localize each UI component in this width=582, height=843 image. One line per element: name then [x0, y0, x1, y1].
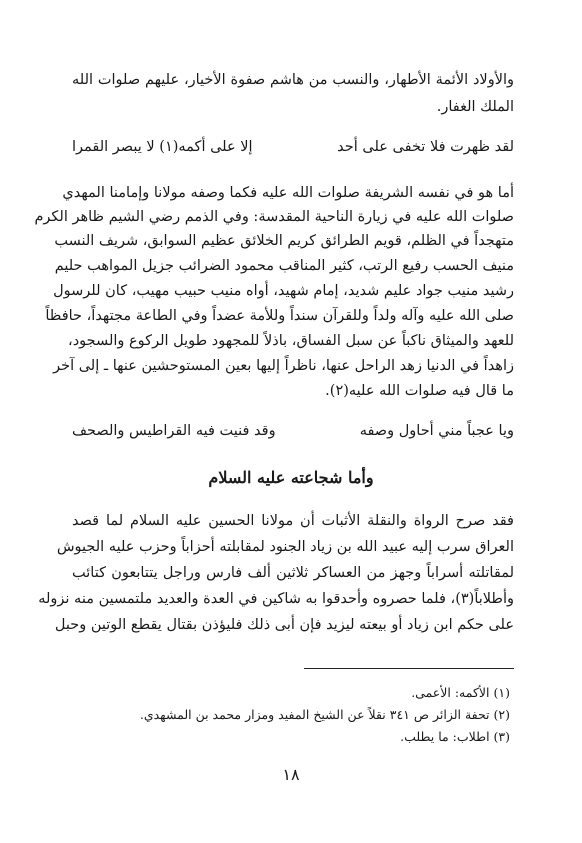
paragraph-line: أما هو في نفسه الشريفة صلوات الله عليه فكما وصفه مولانا وإمامنا المهدي	[62, 185, 514, 201]
paragraph-line: لمقاتلته أسراباً وجهز من العساكر ثلاثين ألف فارس وراجل يتتابعون كتائب	[72, 565, 514, 581]
footnote: (١) الأكمه: الأعمى.	[411, 685, 510, 700]
section-heading: وأما شجاعته عليه السلام	[208, 468, 374, 487]
paragraph-line: الملك الغفار.	[436, 99, 514, 115]
paragraph-line: فقد صرح الرواة والنقلة الأثبات أن مولانا الحسين عليه السلام لما قصد	[72, 513, 514, 529]
paragraph-line: على حكم ابن زياد أو بيعته ليزيد فإن أبى ذلك فليؤذن بقتال يقطع الوتين وحبل	[54, 617, 514, 633]
footnote: (٣) اطلاب: ما يطلب.	[400, 729, 510, 744]
paragraph-line: صلى الله عليه وآله ولداً وللقرآن سنداً وللأمة عضداً وفي الطاعة مجتهداً، حافظاً	[45, 308, 514, 324]
poem-verse	[72, 136, 514, 158]
verse-first-hemistich: ويا عجباً مني أحاول وصفه	[359, 423, 514, 439]
verse-second-hemistich: وقد فنيت فيه القراطيس والصحف	[72, 423, 276, 439]
paragraph-line: زاهداً في الدنيا زهد الراحل عنها، ناظراً إليها بعين المستوحشين عنها ـ إلى آخر	[53, 358, 514, 374]
paragraph-line: صلوات الله عليه في زيارة الناحية المقدسة: وفي الذمم رضي الشيم ظاهر الكرم	[34, 209, 514, 225]
paragraph-line: والأولاد الأئمة الأطهار، والنسب من هاشم صفوة الأخيار، عليهم صلوات الله	[72, 72, 514, 88]
poem-verse	[72, 420, 514, 442]
paragraph-line: منيف الحسب رفيع الرتب، كثير المناقب محمود الضرائب جزيل المواهب حليم	[54, 258, 514, 274]
paragraph-line: متهجداً في الظلم، قويم الطرائق كريم الخلائق عظيم السوابق، شريف النسب	[54, 233, 514, 249]
verse-second-hemistich: إلا على أكمه(١) لا يبصر القمرا	[72, 139, 253, 155]
footnote-divider	[304, 668, 514, 669]
paragraph-line: رشيد منيب جواد عليم شديد، إمام شهيد، أواه منيب حبيب مهيب، كان للرسول	[53, 283, 514, 299]
footnote: (٢) تحفة الزائر ص ٣٤١ نقلاً عن الشيخ المفيد ومزار محمد بن المشهدي.	[139, 707, 510, 722]
paragraph-line: العراق سرب إليه عبيد الله بن زياد الجنود لمقابلته أحزاباً وحزب عليه الجيوش	[56, 539, 514, 555]
verse-first-hemistich: لقد ظهرت فلا تخفى على أحد	[337, 139, 514, 155]
paragraph-line: ما قال فيه صلوات الله عليه(٢).	[325, 383, 514, 399]
paragraph-line: وأطلاباً(٣)، فلما حصروه وأحدقوا به شاكين في العدة والعديد ملتمسين منه نزوله	[38, 591, 514, 607]
page-number: ١٨	[282, 765, 300, 784]
paragraph-line: للعهد والميثاق ناكباً عن سبل الفساق، باذلاً للمجهود طويل الركوع والسجود،	[68, 333, 514, 349]
